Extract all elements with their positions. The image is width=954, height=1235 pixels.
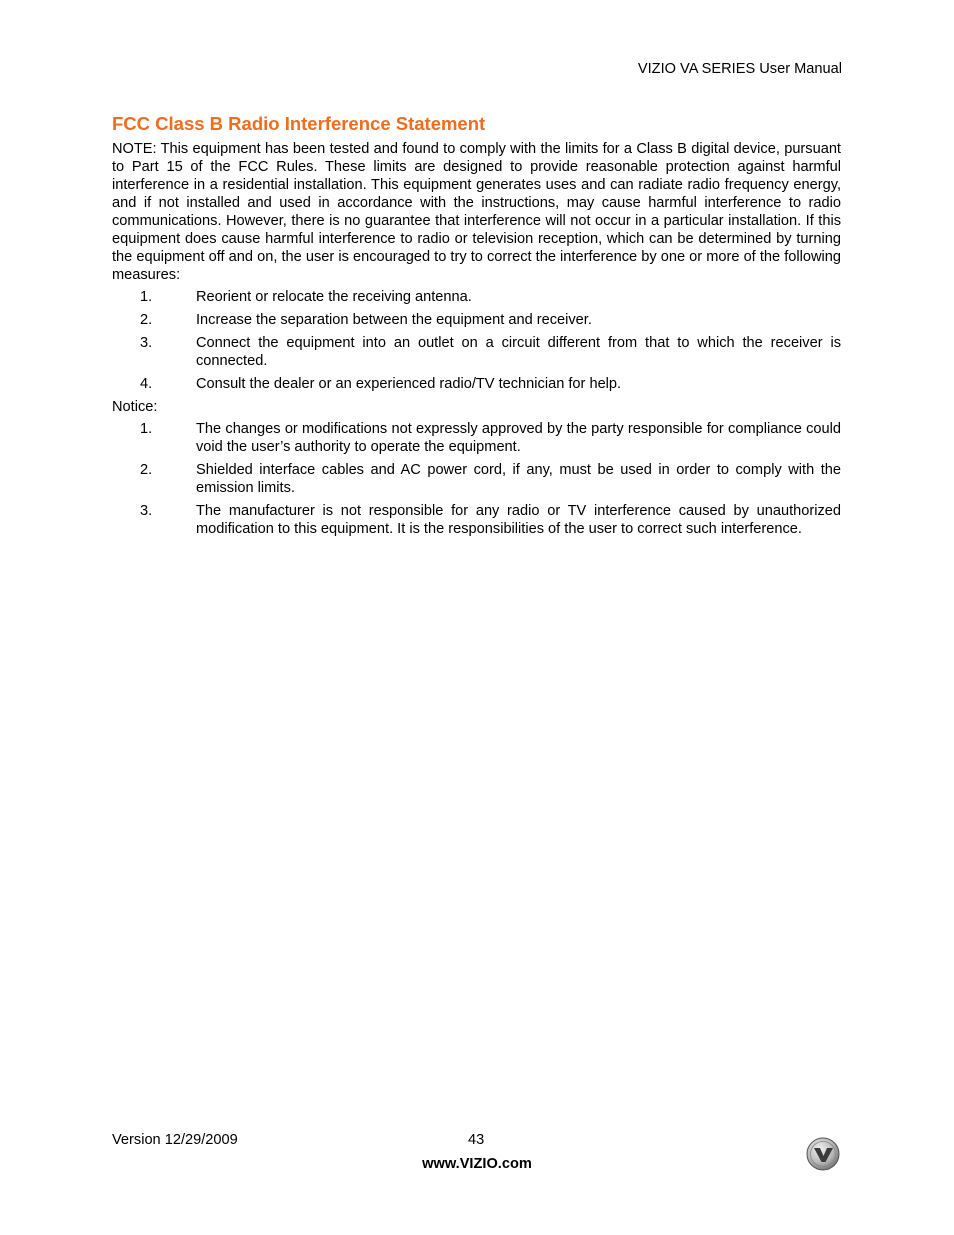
list-item-number: 3. (140, 335, 153, 351)
page-number: 43 (468, 1132, 485, 1148)
list-item-number: 2. (140, 462, 153, 478)
section-heading: FCC Class B Radio Interference Statement (112, 113, 486, 134)
notices-list (112, 420, 841, 538)
footer-version: Version 12/29/2009 (112, 1132, 238, 1148)
list-item-text: Consult the dealer or an experienced radio/TV technician for help. (196, 376, 622, 392)
list-item (112, 375, 841, 393)
list-item-number: 4. (140, 376, 153, 392)
list-item-text: Connect the equipment into an outlet on a circuit different from that to which the receiver is connected. (196, 335, 841, 369)
list-item-text: Reorient or relocate the receiving antenna. (196, 289, 472, 305)
list-item-number: 3. (140, 503, 153, 519)
list-item (112, 461, 841, 497)
note-paragraph: NOTE: This equipment has been tested and found to comply with the limits for a Class B digital device, pursuant to Part 15 of the FCC Rules. These limits are designed to provide reasonable protection against harmful interference in a residential installation. This equipment generates uses and can radiate radio frequency energy, and if not installed and used in accordance with the instructions, may cause harmful interference to radio communications. However, there is no guarantee that interference will not occur in a particular installation. If this equipment does cause harmful interference to radio or television reception, which can be determined by turning the equipment off and on, the user is encouraged to try to correct the interference by one or more of the following measures: (112, 141, 841, 283)
list-item-number: 1. (140, 289, 153, 305)
notice-label: Notice: (112, 399, 158, 415)
list-item-text: The changes or modifications not expressly approved by the party responsible for compliance could void the user’s authority to operate the equipment. (196, 421, 841, 455)
list-item-number: 2. (140, 312, 153, 328)
list-item (112, 420, 841, 456)
list-item-number: 1. (140, 421, 153, 437)
page-header-title: VIZIO VA SERIES User Manual (637, 61, 842, 77)
list-item-text: Shielded interface cables and AC power cord, if any, must be used in order to comply with the emission limits. (196, 462, 841, 496)
vizio-v-logo-icon (806, 1137, 840, 1171)
list-item (112, 311, 841, 329)
list-item (112, 334, 841, 370)
list-item (112, 288, 841, 306)
measures-list (112, 288, 841, 393)
list-item-text: The manufacturer is not responsible for any radio or TV interference caused by unauthorized modification to this equipment. It is the responsibilities of the user to correct such interference. (196, 503, 841, 537)
list-item (112, 502, 841, 538)
list-item-text: Increase the separation between the equipment and receiver. (196, 312, 592, 328)
footer-url: www.VIZIO.com (422, 1156, 532, 1172)
section-body (112, 140, 841, 543)
